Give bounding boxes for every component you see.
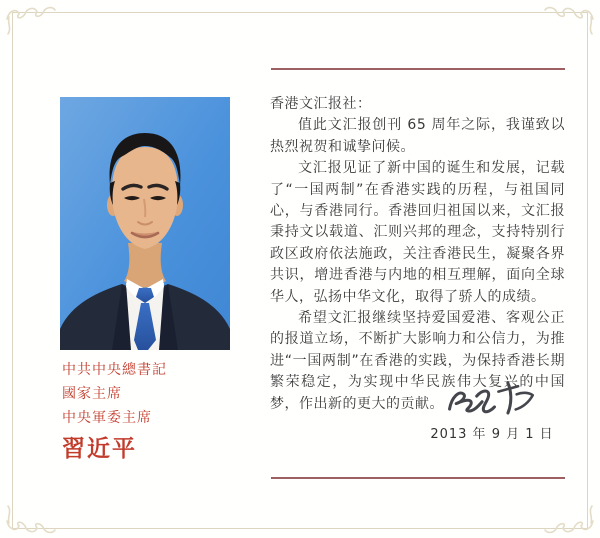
signer-title-line: 中共中央總書記 (62, 362, 167, 378)
signer-name: 習近平 (62, 436, 137, 462)
corner-ornament-icon (5, 3, 57, 37)
letter-paragraph: 希望文汇报继续坚持爱国爱港、客观公正的报道立场，不断扩大影响力和公信力，为推进“一国两制”在香港的实践，为保持香港长期繁荣稳定，为实现中华民族伟大复兴的中国梦，作出新的更大的贡献。 (270, 310, 565, 412)
portrait-graphic (60, 97, 230, 350)
letter-body (270, 94, 565, 415)
letter-date: 2013 年 9 月 1 日 (430, 427, 554, 442)
letter-salutation: 香港文汇报社： (270, 96, 372, 112)
letter-bottom-rule (271, 477, 565, 479)
signer-titles (62, 358, 167, 463)
signer-title-line: 中央軍委主席 (62, 410, 152, 426)
signature-handwriting (443, 378, 543, 422)
letter-paragraph: 文汇报见证了新中国的诞生和发展，记载了“一国两制”在香港实践的历程，与祖国同心，与香港同行。香港回归祖国以来，文汇报秉持文以载道、汇则兴邦的理念，支持特别行政区政府依法施政，关注香港民生，凝聚各界共识，增进香港与内地的相互理解，面向全球华人，弘扬中华文化，取得了骄人的成绩。 (270, 160, 565, 305)
corner-ornament-icon (543, 503, 595, 537)
letter-top-rule (271, 68, 565, 70)
letter-paragraph: 值此文汇报创刊 65 周年之际，我谨致以热烈祝贺和诚挚问候。 (270, 117, 565, 155)
corner-ornament-icon (5, 503, 57, 537)
corner-ornament-icon (543, 3, 595, 37)
signer-title-line: 國家主席 (62, 386, 122, 402)
portrait-photo (60, 97, 230, 350)
